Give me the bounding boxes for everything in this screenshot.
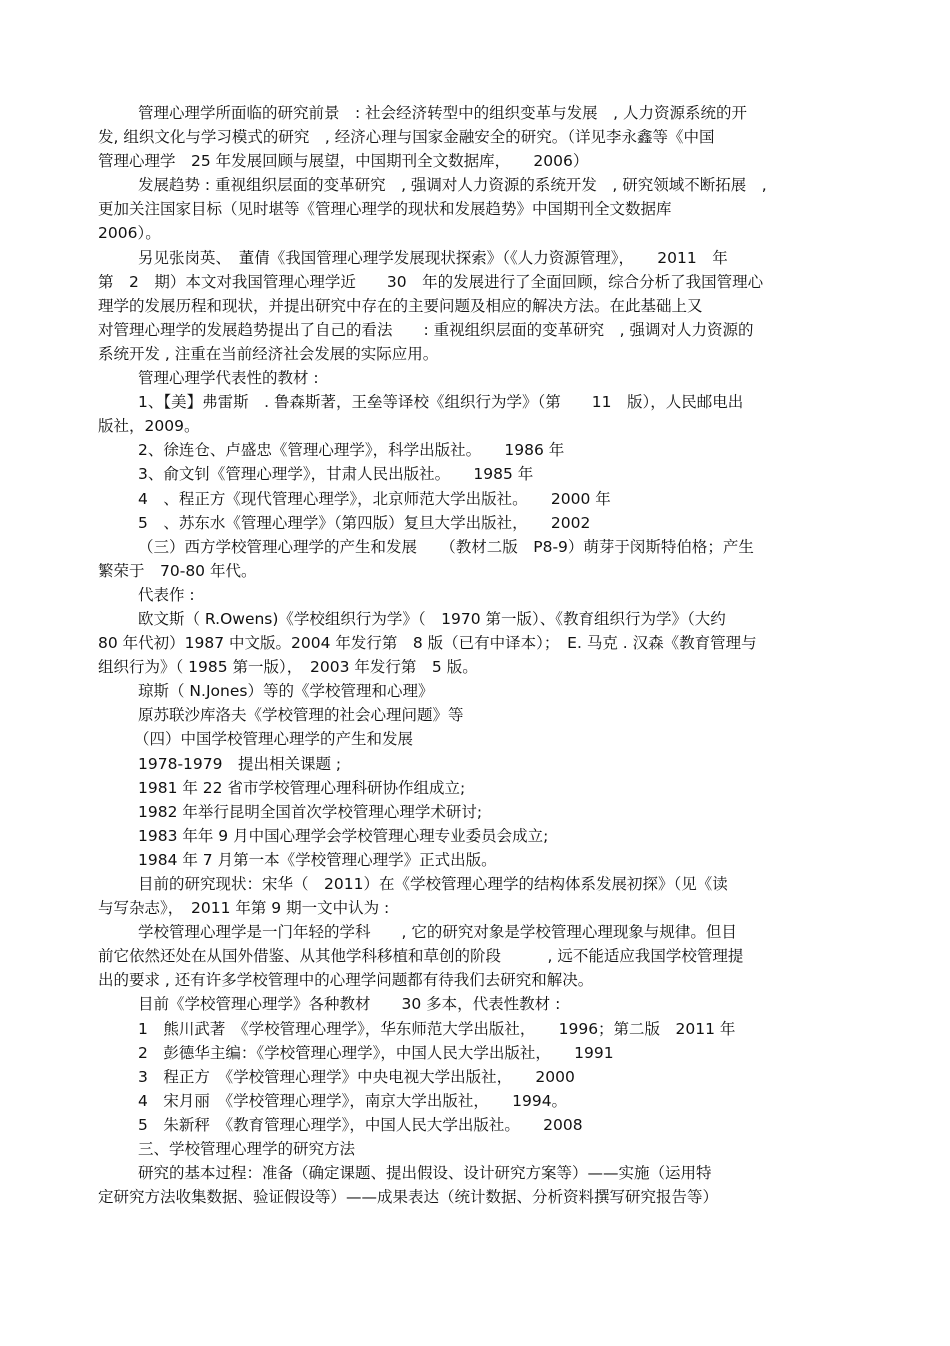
text-line: 发展趋势 : 重视组织层面的变革研究 , 强调对人力资源的系统开发 , 研究领域不断拓展 , [138,176,767,195]
text-line: 1982 年举行昆明全国首次学校管理心理学术研讨; [138,802,483,821]
text-line: 第 2 期）本文对我国管理心理学近 30 年的发展进行了全面回顾，综合分析了我国管理心 [98,272,764,291]
text-line: 1983 年年 9 月中国心理学会学校管理心理专业委员会成立; [138,826,549,845]
text-line: 5 、苏东水《管理心理学》（第四版）复旦大学出版社， 2002 [138,513,591,532]
text-line: 欧文斯（ R.Owens)《学校组织行为学》（ 1970 第一版）、《教育组织行为学》（大约 [138,609,726,628]
text-line: （三）西方学校管理心理学的产生和发展 （教材二版 P8-9）萌芽于闵斯特伯格；产生 [138,537,754,556]
text-line: 组织行为》（ 1985 第一版）， 2003 年发行第 5 版。 [98,658,478,677]
text-line: 5 朱新秤 《教育管理心理学》，中国人民大学出版社。 2008 [138,1115,583,1134]
text-line: 80 年代初）1987 中文版。2004 年发行第 8 版（已有中译本）； E. 马克 . 汉森《教育管理与 [98,634,757,653]
text-line: 另见张岗英、 董倩《我国管理心理学发展现状探索》（《人力资源管理》， 2011 年 [138,248,728,267]
text-line: 系统开发 , 注重在当前经济社会发展的实际应用。 [98,344,439,363]
text-line: 研究的基本过程：准备（确定课题、提出假设、设计研究方案等）——实施（运用特 [138,1164,712,1183]
text-line: （四）中国学校管理心理学的产生和发展 [134,730,414,749]
text-line: 琼斯（ N.Jones）等的《学校管理和心理》 [138,682,434,701]
text-line: 1981 年 22 省市学校管理心理科研协作组成立; [138,778,466,797]
text-line: 三、学校管理心理学的研究方法 [138,1140,356,1159]
text-line: 对管理心理学的发展趋势提出了自己的看法 : 重视组织层面的变革研究 , 强调对人力资源的 [98,320,754,339]
text-line: 管理心理学代表性的教材 : [138,369,319,388]
text-line: 4 、程正方《现代管理心理学》，北京师范大学出版社。 2000 年 [138,489,611,508]
text-line: 1 熊川武著 《学校管理心理学》，华东师范大学出版社， 1996；第二版 2011 年 [138,1019,736,1038]
text-line: 2、徐连仓、卢盛忠《管理心理学》，科学出版社。 1986 年 [138,441,565,460]
text-line: 出的要求 , 还有许多学校管理中的心理学问题都有待我们去研究和解决。 [98,971,594,990]
text-line: 与写杂志》， 2011 年第 9 期一文中认为 : [98,899,390,918]
document-body [98,101,858,1209]
text-line: 2006）。 [98,224,161,243]
text-line: 原苏联沙库洛夫《学校管理的社会心理问题》等 [138,706,464,725]
text-line: 1978-1979 提出相关课题 ; [138,754,342,773]
text-line: 1、【美】弗雷斯 . 鲁森斯著，王垒等译校《组织行为学》（第 11 版），人民邮电出 [138,393,744,412]
text-line: 定研究方法收集数据、验证假设等）——成果表达（统计数据、分析资料撰写研究报告等） [98,1188,719,1207]
text-line: 管理心理学所面临的研究前景 : 社会经济转型中的组织变革与发展 , 人力资源系统的开 [138,104,748,122]
text-line: 学校管理心理学是一门年轻的学科 , 它的研究对象是学校管理心理现象与规律。但目 [138,923,737,942]
text-line: 1984 年 7 月第一本《学校管理心理学》正式出版。 [138,850,497,869]
text-line: 繁荣于 70-80 年代。 [98,561,257,580]
text-line: 版社，2009。 [98,417,200,436]
text-line: 3、俞文钊《管理心理学》，甘肃人民出版社。 1985 年 [138,465,534,484]
text-line: 3 程正方 《学校管理心理学》中央电视大学出版社， 2000 [138,1067,575,1086]
text-line: 发, 组织文化与学习模式的研究 , 经济心理与国家金融安全的研究。（详见李永鑫等《中国 [98,128,715,147]
text-line: 更加关注国家目标（见时堪等《管理心理学的现状和发展趋势》中国期刊全文数据库 [98,200,672,219]
text-line: 4 宋月丽 《学校管理心理学》，南京大学出版社， 1994。 [138,1091,568,1110]
text-line: 理学的发展历程和现状，并提出研究中存在的主要问题及相应的解决方法。在此基础上又 [98,296,703,315]
text-line: 代表作 : [138,585,195,604]
text-line: 目前的研究现状：宋华（ 2011）在《学校管理心理学的结构体系发展初探》（见《读 [138,875,728,893]
text-line: 目前《学校管理心理学》各种教材 30 多本，代表性教材 : [138,995,561,1014]
text-line: 2 彭德华主编：《学校管理心理学》，中国人民大学出版社， 1991 [138,1043,614,1062]
text-line: 前它依然还处在从国外借鉴、从其他学科移植和草创的阶段 , 远不能适应我国学校管理提 [98,947,744,966]
text-line: 管理心理学 25 年发展回顾与展望，中国期刊全文数据库， 2006） [98,152,589,171]
